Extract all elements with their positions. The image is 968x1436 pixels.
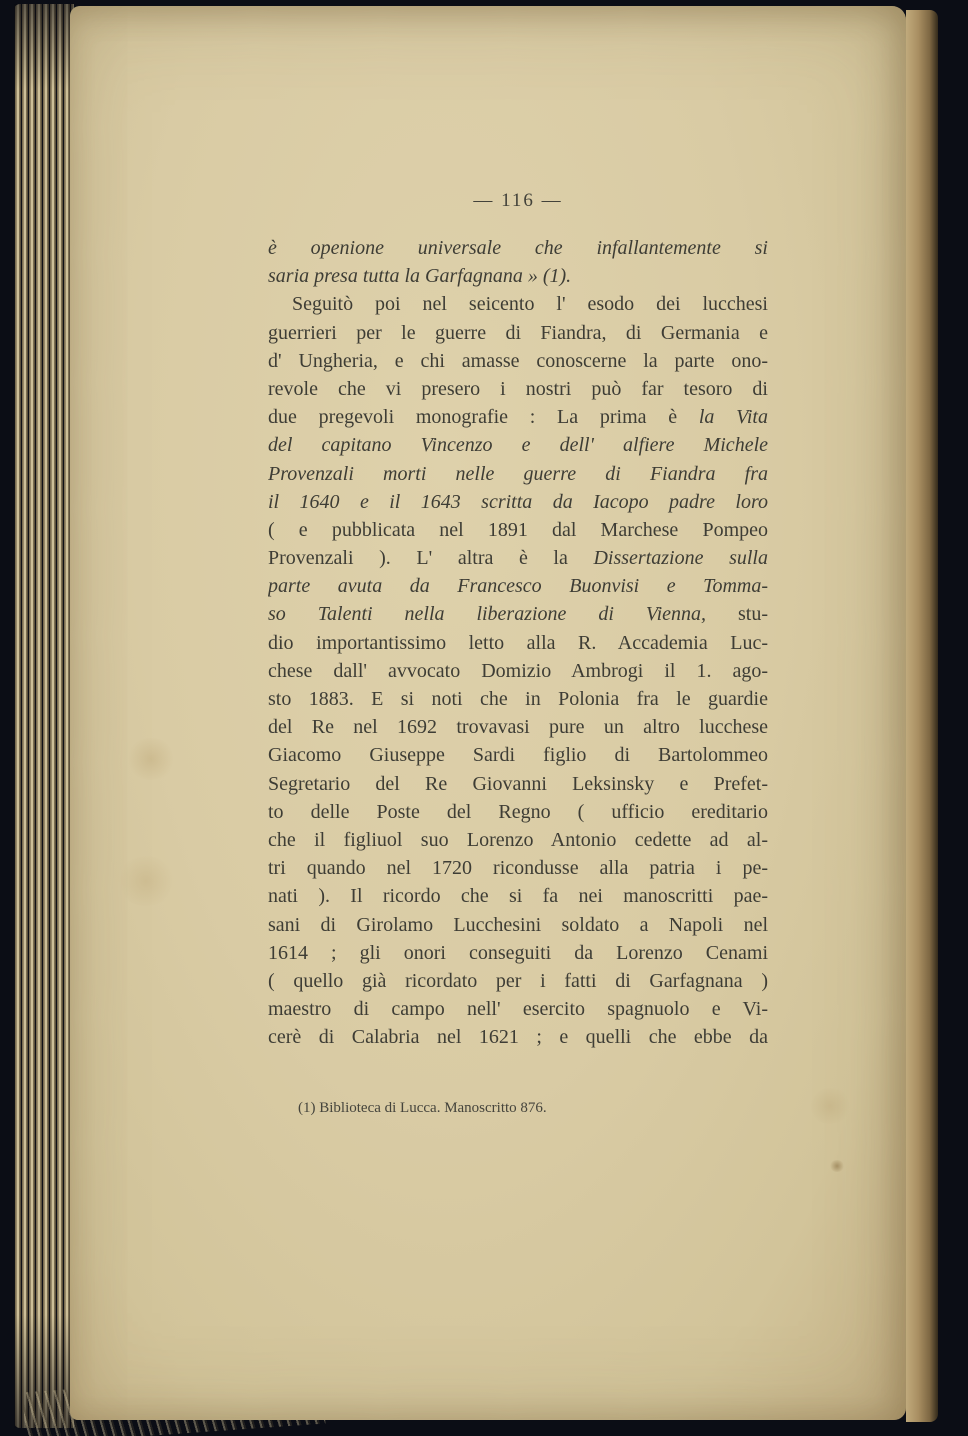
text-line xyxy=(268,516,768,544)
paper-stain xyxy=(808,1088,852,1124)
text-line xyxy=(268,600,768,628)
text-line xyxy=(268,882,768,910)
text-segment-italic: del capitano Vincenzo e dell' alfiere Michele xyxy=(268,434,768,457)
text-segment: stu- xyxy=(706,603,768,626)
text-segment-italic: il 1640 e il 1643 scritta da Iacopo padre loro xyxy=(268,490,768,513)
paper-stain xyxy=(126,738,176,780)
text-line xyxy=(268,854,768,882)
text-segment: Provenzali ). L' altra è la xyxy=(268,547,594,570)
page-number: — 116 — xyxy=(473,190,563,211)
text-line xyxy=(268,967,768,995)
text-line xyxy=(268,741,768,769)
text-segment: chese dall' avvocato Domizio Ambrogi il 1. ago- xyxy=(268,659,768,682)
paper-stain xyxy=(116,856,176,906)
text-line xyxy=(268,234,768,262)
text-line xyxy=(268,375,768,403)
text-segment-italic: parte avuta da Francesco Buonvisi e Tomma- xyxy=(268,575,768,598)
text-segment-italic: Provenzali morti nelle guerre di Fiandra fra xyxy=(268,462,768,485)
text-segment: Giacomo Giuseppe Sardi figlio di Bartolommeo xyxy=(268,744,768,767)
text-segment: 1614 ; gli onori conseguiti da Lorenzo Cenami xyxy=(268,941,768,964)
text-line xyxy=(268,798,768,826)
paper-stain xyxy=(830,1160,844,1172)
text-segment-italic: è openione universale che infallantemente si xyxy=(268,237,768,259)
text-segment: d' Ungheria, e chi amasse conoscerne la parte ono- xyxy=(268,349,768,372)
page-stack-edges xyxy=(14,4,74,1428)
text-segment: to delle Poste del Regno ( ufficio ereditario xyxy=(268,800,768,823)
text-segment: sani di Girolamo Lucchesini soldato a Napoli nel xyxy=(268,913,768,936)
text-segment: revole che vi presero i nostri può far tesoro di xyxy=(268,377,768,400)
text-line xyxy=(268,685,768,713)
text-segment: che il figliuol suo Lorenzo Antonio cedette ad al- xyxy=(268,828,768,851)
text-line xyxy=(268,629,768,657)
text-line xyxy=(268,1023,768,1051)
text-segment: nati ). Il ricordo che si fa nei manoscritti pae- xyxy=(268,885,768,908)
text-line xyxy=(268,460,768,488)
text-line xyxy=(268,347,768,375)
text-line xyxy=(268,939,768,967)
text-block xyxy=(268,234,768,1051)
text-line xyxy=(268,403,768,431)
text-line xyxy=(268,911,768,939)
text-segment: due pregevoli monografie : La prima è xyxy=(268,406,699,429)
text-line xyxy=(268,262,768,290)
text-segment: Segretario del Re Giovanni Leksinsky e Prefet- xyxy=(268,772,768,795)
text-segment: guerrieri per le guerre di Fiandra, di Germania e xyxy=(268,321,768,344)
text-line xyxy=(268,431,768,459)
text-segment: maestro di campo nell' esercito spagnuolo e Vi- xyxy=(268,998,768,1021)
text-segment-italic: so Talenti nella liberazione di Vienna, xyxy=(268,603,707,626)
text-segment: sto 1883. E si noti che in Polonia fra le guardie xyxy=(268,688,768,710)
text-line xyxy=(268,657,768,685)
text-line xyxy=(268,488,768,516)
text-segment: tri quando nel 1720 ricondusse alla patria i pe- xyxy=(268,857,768,880)
text-line xyxy=(268,319,768,347)
text-segment: ( quello già ricordato per i fatti di Garfagnana ) xyxy=(268,969,768,992)
text-segment-italic: saria presa tutta la Garfagnana » (1). xyxy=(268,265,572,288)
text-segment: dio importantissimo letto alla R. Accademia Luc- xyxy=(268,631,768,654)
text-line xyxy=(268,995,768,1023)
text-line xyxy=(268,544,768,572)
text-segment-italic: Dissertazione sulla xyxy=(593,547,768,570)
text-segment: ( e pubblicata nel 1891 dal Marchese Pompeo xyxy=(268,518,768,541)
book-page xyxy=(70,6,906,1420)
text-line xyxy=(268,770,768,798)
page-edge-right xyxy=(906,10,938,1422)
text-line xyxy=(268,826,768,854)
footnote: (1) Biblioteca di Lucca. Manoscritto 876. xyxy=(298,1100,547,1116)
text-segment: del Re nel 1692 trovavasi pure un altro lucchese xyxy=(268,716,768,739)
text-segment-italic: la Vita xyxy=(698,406,768,429)
text-line xyxy=(268,572,768,600)
text-line xyxy=(268,290,768,318)
text-segment: cerè di Calabria nel 1621 ; e quelli che ebbe da xyxy=(268,1026,768,1049)
text-segment: Seguitò poi nel seicento l' esodo dei lucchesi xyxy=(292,293,768,316)
text-line xyxy=(268,713,768,741)
